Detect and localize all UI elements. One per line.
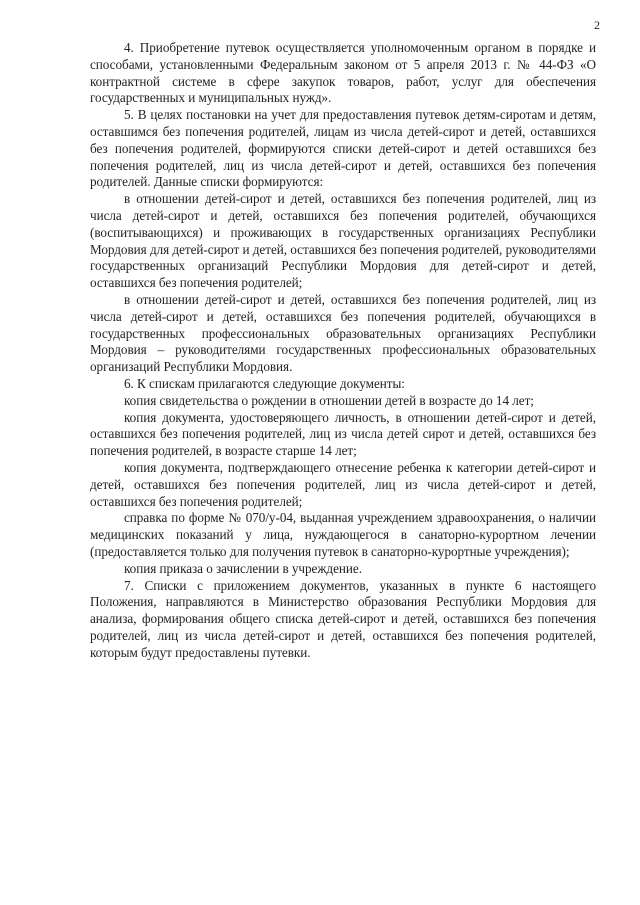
paragraph-item-7: 7. Списки с приложением документов, указанных в пункте 6 настоящего Положения, направляются в Министерство образования Республики Мордовия для анализа, формирования общего списка детей-сирот и детей, оставшихся без попечения родителей, лиц из числа детей-сирот и детей, оставшихся без попечения родителей, которым будут предоставлены путевки. [90, 577, 596, 660]
paragraph-item-4: 4. Приобретение путевок осуществляется уполномоченным органом в порядке и способами, установленными Федеральным законом от 5 апреля 2013 г. № 44-ФЗ «О контрактной системе в сфере закупок товаров, работ, услуг для обеспечения государственных и муниципальных нужд». [90, 40, 596, 106]
document-item-medical-certificate: справка по форме № 070/у-04, выданная учреждением здравоохранения, о наличии медицинских показаний у лица, нуждающегося в санаторно-курортном лечении (предоставляется только для получения путевок в санаторно-курортные учреждения); [90, 510, 596, 559]
document-item-category-proof: копия документа, подтверждающего отнесение ребенка к категории детей-сирот и детей, оставшихся без попечения родителей, лиц из числа детей-сирот и детей, оставшихся без попечения родителей; [90, 459, 596, 509]
page-number: 2 [594, 18, 600, 32]
list-item-orphan-orgs: в отношении детей-сирот и детей, оставшихся без попечения родителей, лиц из числа детей-сирот и детей, оставшихся без попечения родителей, обучающихся (воспитывающихся) и проживающих в государственных организациях Республики Мордовия для детей-сирот и детей, оставшихся без попечения родителей, руководителями государственных организаций Республики Мордовия для детей-сирот и детей, оставшихся без попечения родителей; [90, 191, 596, 291]
document-body [90, 40, 596, 661]
document-item-identity-document: копия документа, удостоверяющего личность, в отношении детей-сирот и детей, оставшихся без попечения родителей, лиц из числа детей сирот и детей, оставшихся без попечения родителей, в возрасте старше 14 лет; [90, 409, 596, 459]
list-item-professional-orgs: в отношении детей-сирот и детей, оставшихся без попечения родителей, лиц из числа детей-сирот и детей, оставшихся без попечения родителей, обучающихся в государственных профессиональных образовательных организациях Республики Мордовия – руководителями государственных профессиональных образовательных организаций Республики Мордовия. [90, 291, 596, 375]
document-item-birth-certificate: копия свидетельства о рождении в отношении детей в возрасте до 14 лет; [124, 392, 534, 408]
paragraph-item-6: 6. К спискам прилагаются следующие документы: [124, 375, 405, 391]
document-item-enrollment-order: копия приказа о зачислении в учреждение. [124, 560, 362, 576]
paragraph-item-5: 5. В целях постановки на учет для предоставления путевок детям-сиротам и детям, оставшимся без попечения родителей, лицам из числа детей-сирот и детей, оставшихся без попечения родителей, формируются списки детей-сирот и детей оставшихся без попечения родителей, лиц из числа детей-сирот и детей, оставшихся без попечения родителей. Данные списки формируются: [90, 107, 596, 190]
